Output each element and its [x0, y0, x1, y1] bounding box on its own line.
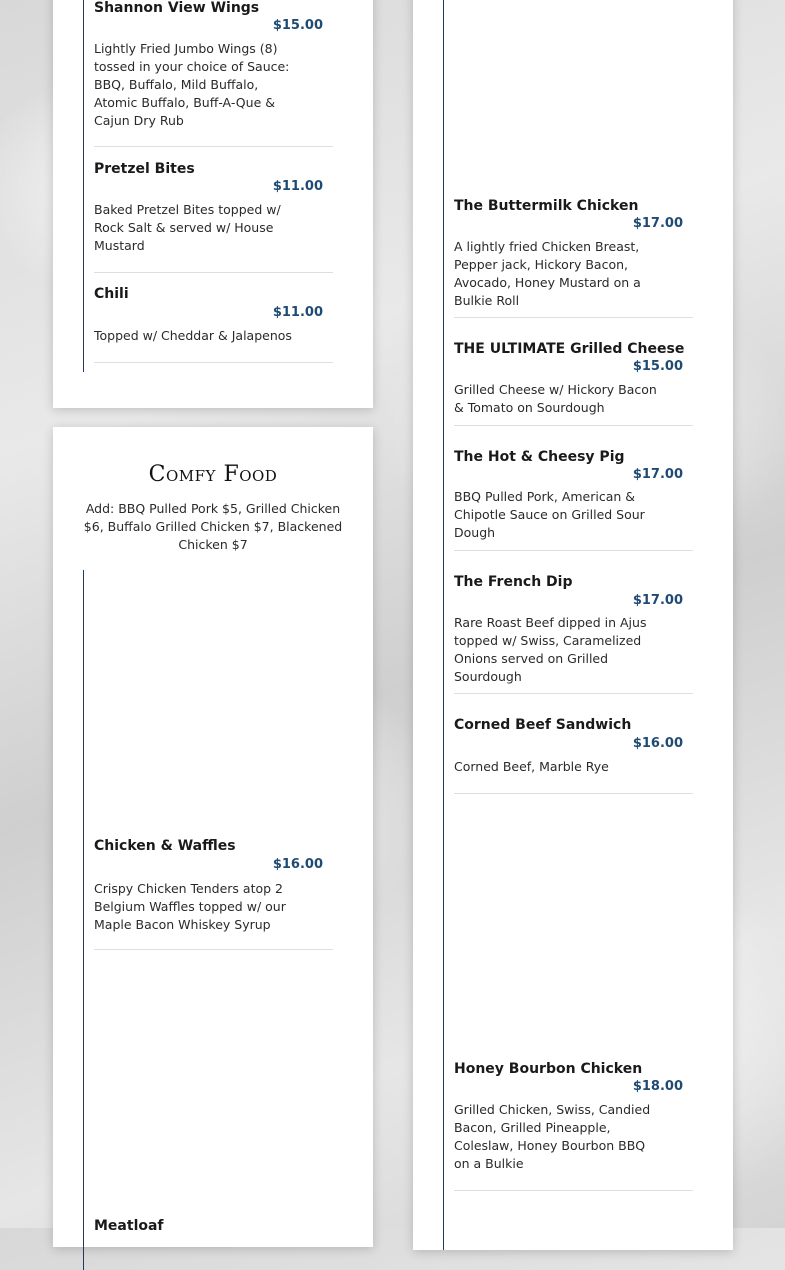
item-name: THE ULTIMATE Grilled Cheese [454, 341, 685, 357]
menu-item[interactable] [454, 197, 693, 308]
menu-item[interactable] [454, 448, 693, 540]
item-name: Corned Beef Sandwich [454, 717, 632, 733]
item-name: Chicken & Waffles [94, 838, 236, 854]
appetizers-card [53, 0, 373, 408]
menu-item[interactable] [454, 573, 693, 684]
item-price: $16.00 [632, 736, 683, 751]
menu-item[interactable] [94, 285, 333, 343]
accent-line [443, 0, 444, 1250]
item-name: Honey Bourbon Chicken [454, 1061, 643, 1077]
item-price: $16.00 [272, 857, 323, 872]
item-description: Baked Pretzel Bites topped w/ Rock Salt & served w/ House Mustard [94, 202, 281, 253]
item-description: Topped w/ Cheddar & Jalapenos [94, 328, 292, 343]
menu-item[interactable] [454, 716, 693, 774]
accent-line [83, 0, 84, 372]
divider [94, 146, 333, 147]
section-note: Add: BBQ Pulled Pork $5, Grilled Chicken $6, Buffalo Grilled Chicken $7, Blackened Chicken $7 [83, 501, 343, 552]
item-description: Grilled Chicken, Swiss, Candied Bacon, Grilled Pineapple, Coleslaw, Honey Bourbon BBQ on a Bulkie [454, 1102, 651, 1171]
item-price: $11.00 [272, 179, 323, 194]
accent-line [83, 570, 84, 1270]
sandwiches-card [413, 0, 733, 1250]
item-price: $17.00 [632, 216, 683, 231]
menu-item[interactable] [94, 0, 333, 128]
item-description: BBQ Pulled Pork, American & Chipotle Sauce on Grilled Sour Dough [454, 489, 645, 540]
item-price: $17.00 [632, 593, 683, 608]
menu-item[interactable] [94, 160, 333, 253]
item-description: Crispy Chicken Tenders atop 2 Belgium Waffles topped w/ our Maple Bacon Whiskey Syrup [94, 881, 286, 932]
menu-item[interactable] [454, 340, 693, 415]
comfy-food-card [53, 427, 373, 1247]
item-price: $11.00 [272, 305, 323, 320]
item-name: The Buttermilk Chicken [454, 198, 639, 214]
item-name: Meatloaf [94, 1218, 164, 1234]
divider [454, 317, 693, 318]
item-description: A lightly fried Chicken Breast, Pepper jack, Hickory Bacon, Avocado, Honey Mustard on a Bulkie Roll [454, 239, 641, 308]
divider [454, 793, 693, 794]
divider [94, 949, 333, 950]
item-name: Chili [94, 286, 129, 302]
item-description: Lightly Fried Jumbo Wings (8) tossed in your choice of Sauce: BBQ, Buffalo, Mild Buffalo, Atomic Buffalo, Buff-A-Que & Cajun Dry Rub [94, 41, 290, 128]
item-name: The French Dip [454, 574, 573, 590]
divider [94, 362, 333, 363]
item-description: Rare Roast Beef dipped in Ajus topped w/ Swiss, Caramelized Onions served on Grilled Sourdough [454, 615, 647, 684]
menu-item[interactable] [454, 1060, 693, 1171]
menu-item[interactable] [94, 837, 333, 932]
item-name: Shannon View Wings [94, 0, 260, 16]
item-price: $17.00 [632, 467, 683, 482]
item-price: $15.00 [272, 18, 323, 33]
divider [94, 272, 333, 273]
item-name: Pretzel Bites [94, 161, 195, 177]
divider [454, 550, 693, 551]
item-description: Corned Beef, Marble Rye [454, 759, 609, 774]
section-title: Comfy Food [148, 462, 278, 487]
item-price: $18.00 [632, 1079, 683, 1094]
item-name: The Hot & Cheesy Pig [454, 449, 625, 465]
item-description: Grilled Cheese w/ Hickory Bacon & Tomato on Sourdough [454, 382, 657, 415]
item-price: $15.00 [632, 359, 683, 374]
divider [454, 425, 693, 426]
divider [454, 693, 693, 694]
divider [454, 1190, 693, 1191]
menu-item[interactable] [94, 1217, 333, 1235]
